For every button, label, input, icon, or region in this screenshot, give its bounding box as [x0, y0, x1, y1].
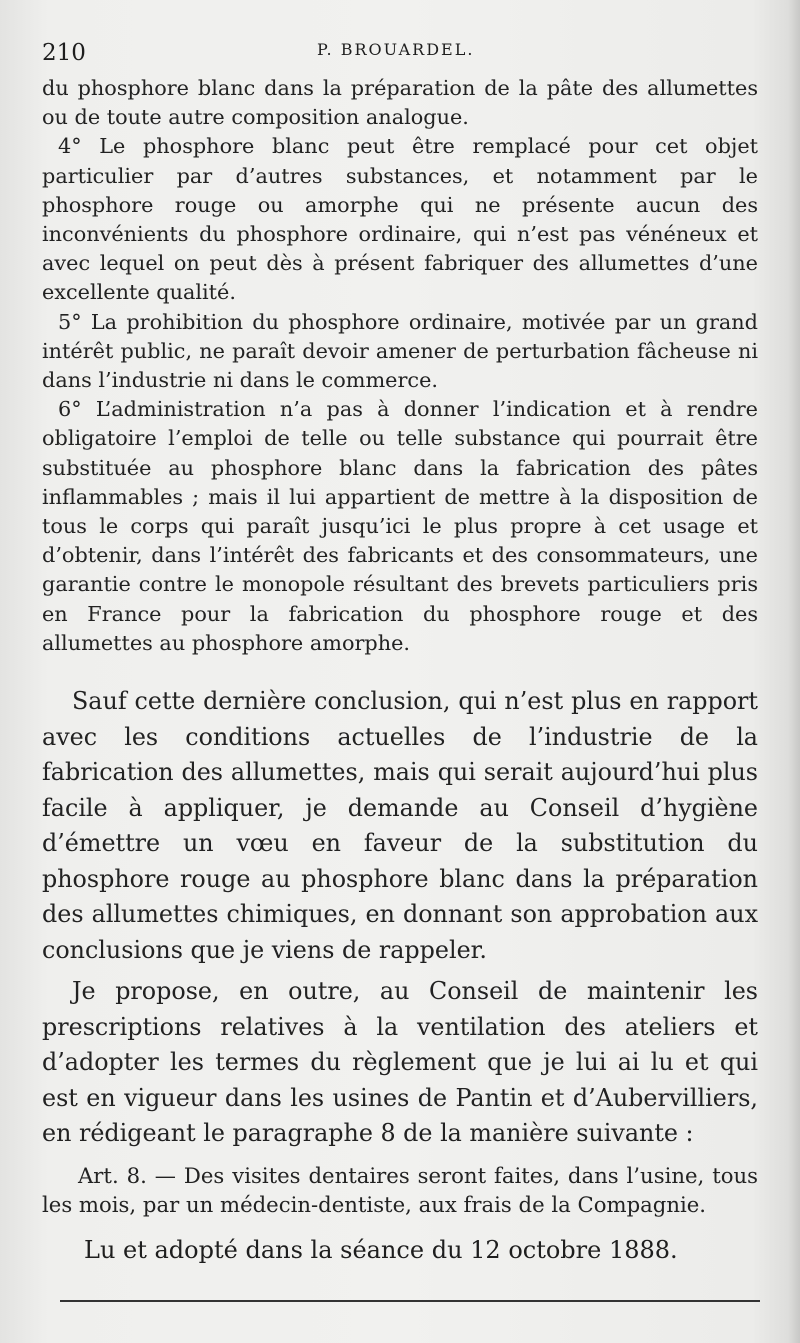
conclusion-6: 6° L’administration n’a pas à donner l’indication et à rendre obligatoire l’emploi de telle ou telle substance qui pourrait être substituée au phosphore blanc dans la fabrication des pâtes inflammables ; mais il lui appartient de mettre à la disposition de tous le corps qui paraît jusqu’ici le plus propre à cet usage et d’obtenir, dans l’intérêt des fabricants et des consommateurs, une garantie contre le monopole résultant des brevets particuliers pris en France pour la fabrication du phosphore rouge et des allumettes au phosphore amorphe. — [42, 397, 758, 655]
body-paragraph-2: Je propose, en outre, au Conseil de maintenir les prescriptions relatives à la ventilation des ateliers et d’adopter les termes du règlement que je lui ai lu et qui est en vigueur dans les usines de Pantin et d’Aubervilliers, en rédigeant le paragraphe 8 de la manière suivante : — [42, 977, 758, 1147]
main-text — [42, 684, 758, 1152]
page-edge-shadow — [788, 0, 800, 1343]
running-head: P. BROUARDEL. — [317, 40, 475, 59]
closing-line: Lu et adopté dans la séance du 12 octobre 1888. — [84, 1236, 678, 1264]
bottom-rule — [60, 1300, 760, 1302]
body-paragraph-1: Sauf cette dernière conclusion, qui n’est plus en rapport avec les conditions actuelles de l’industrie de la fabrication des allumettes, mais qui serait aujourd’hui plus facile à appliquer, je demande au Conseil d’hygiène d’émettre un vœu en faveur de la substitution du phosphore rouge au phosphore blanc dans la préparation des allumettes chimiques, en donnant son approbation aux conclusions que je viens de rappeler. — [42, 687, 758, 964]
conclusion-5: 5° La prohibition du phosphore ordinaire, motivée par un grand intérêt public, ne paraît devoir amener de perturbation fâcheuse ni dans l’industrie ni dans le commerce. — [42, 309, 758, 393]
article-8 — [42, 1161, 758, 1219]
page-header — [42, 34, 758, 64]
conclusions-list — [42, 74, 758, 658]
conclusion-4: 4° Le phosphore blanc peut être remplacé pour cet objet particulier par d’autres substances, et notamment par le phosphore rouge ou amorphe qui ne présente aucun des inconvénients du phosphore ordinaire, qui n’est pas vénéneux et avec lequel on peut dès à présent fabriquer des allumettes d’une excellente qualité. — [42, 134, 758, 305]
conclusion-continuation: du phosphore blanc dans la préparation de la pâte des allumettes ou de toute autre composition analogue. — [42, 76, 758, 130]
page-number: 210 — [42, 40, 86, 66]
article-text: Art. 8. — Des visites dentaires seront faites, dans l’usine, tous les mois, par un médecin-dentiste, aux frais de la Compagnie. — [42, 1163, 758, 1217]
